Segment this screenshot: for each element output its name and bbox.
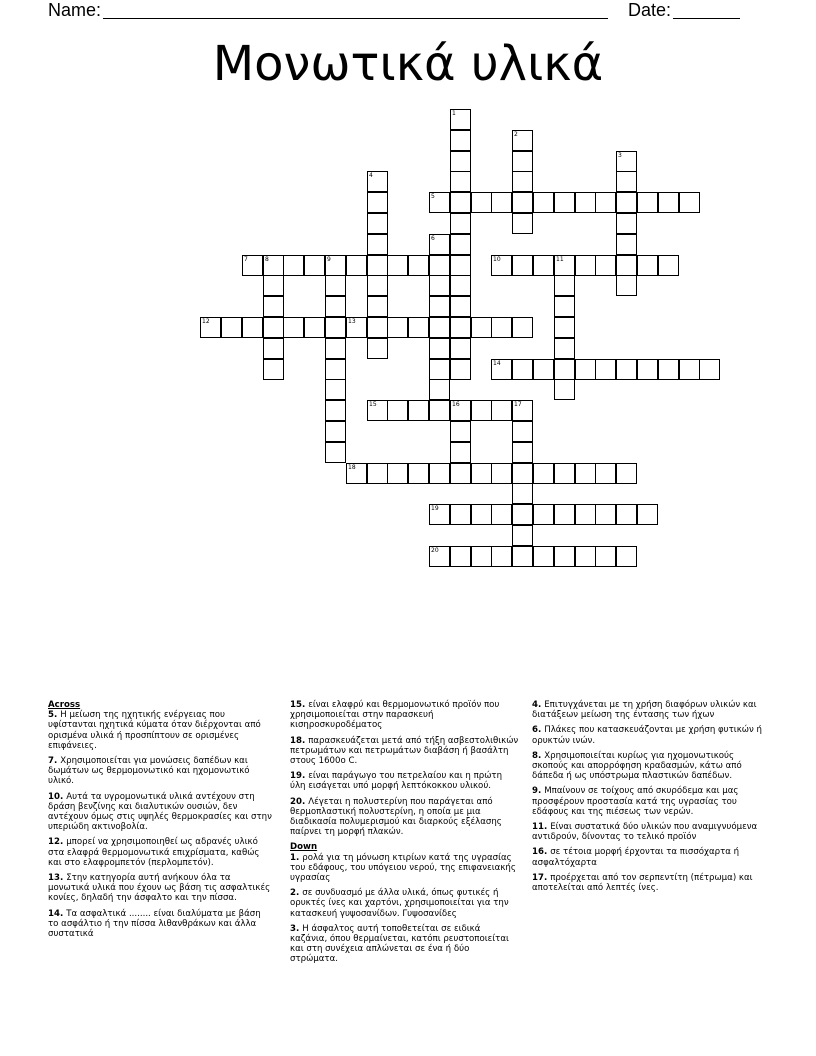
crossword-cell[interactable] [491, 546, 512, 567]
crossword-cell[interactable] [533, 255, 554, 276]
clue-number: 15 [369, 401, 377, 408]
crossword-cell[interactable] [637, 255, 658, 276]
crossword-cell[interactable] [471, 317, 492, 338]
clue-number: 19 [431, 505, 439, 512]
clue-item [290, 888, 520, 919]
crossword-cell[interactable] [325, 275, 346, 296]
crossword-cell[interactable] [325, 379, 346, 400]
crossword-cell[interactable] [408, 463, 429, 484]
crossword-cell[interactable] [429, 317, 450, 338]
crossword-cell[interactable] [325, 442, 346, 463]
clue-number: 4 [369, 172, 373, 179]
crossword-cell[interactable] [679, 192, 700, 213]
crossword-cell[interactable] [367, 171, 388, 192]
crossword-cell[interactable] [304, 255, 325, 276]
crossword-cell[interactable] [554, 338, 575, 359]
clues-column-1 [48, 700, 273, 944]
crossword-cell[interactable] [429, 400, 450, 421]
clue-item-text: μπορεί να χρησιμοποιηθεί ως αδρανές υλικό στα ελαφρά θερμομονωτικά επιχρίσματα, καθώς και στο ελαφρομπετόν (περλομπετόν). [48, 837, 260, 868]
clue-item [290, 853, 520, 884]
crossword-cell[interactable] [679, 359, 700, 380]
crossword-cell[interactable] [637, 359, 658, 380]
crossword-cell[interactable] [263, 255, 284, 276]
crossword-cell[interactable] [595, 504, 616, 525]
crossword-cell[interactable] [575, 546, 596, 567]
crossword-cell[interactable] [512, 130, 533, 151]
crossword-cell[interactable] [367, 463, 388, 484]
crossword-cell[interactable] [512, 255, 533, 276]
crossword-cell[interactable] [616, 463, 637, 484]
crossword-cell[interactable] [512, 171, 533, 192]
clue-item-text: Χρησιμοποιείται για μονώσεις δαπέδων και δωμάτων ως θερμομονωτικό και ηχομονωτικό υλικό. [48, 756, 250, 787]
crossword-cell[interactable] [387, 400, 408, 421]
clue-item [290, 736, 520, 767]
crossword-cell[interactable] [471, 192, 492, 213]
crossword-cell[interactable] [575, 359, 596, 380]
crossword-cell[interactable] [367, 338, 388, 359]
crossword-cell[interactable] [450, 171, 471, 192]
clue-item-number: 19. [290, 771, 309, 782]
crossword-cell[interactable] [450, 275, 471, 296]
crossword-cell[interactable] [533, 192, 554, 213]
crossword-cell[interactable] [450, 359, 471, 380]
crossword-cell[interactable] [429, 359, 450, 380]
clue-item [48, 909, 273, 940]
crossword-cell[interactable] [554, 275, 575, 296]
crossword-cell[interactable] [429, 463, 450, 484]
crossword-cell[interactable] [512, 525, 533, 546]
crossword-cell[interactable] [616, 234, 637, 255]
crossword-cell[interactable] [367, 255, 388, 276]
clue-item [532, 700, 768, 720]
crossword-cell[interactable] [658, 255, 679, 276]
crossword-cell[interactable] [200, 317, 221, 338]
crossword-cell[interactable] [387, 255, 408, 276]
crossword-cell[interactable] [595, 359, 616, 380]
crossword-cell[interactable] [408, 255, 429, 276]
across-clue-list [48, 710, 273, 939]
clue-number: 16 [452, 401, 460, 408]
crossword-cell[interactable] [533, 504, 554, 525]
clue-item-number: 12. [48, 837, 67, 848]
clue-item-text: σε συνδυασμό με άλλα υλικά, όπως φυτικές ή ορυκτές ίνες και χαρτόνι, χρησιμοποιείται για την κατασκευή γυψοσανίδων. Γυψοσανίδες [290, 888, 509, 919]
crossword-cell[interactable] [512, 504, 533, 525]
crossword-cell[interactable] [471, 400, 492, 421]
clue-item-text: παρασκευάζεται μετά από τήξη ασβεστολιθικών πετρωμάτων και πετρωμάτων διαβάση ή βασάλτη στους 1600ο C. [290, 735, 519, 767]
crossword-cell[interactable] [367, 275, 388, 296]
clue-item-text: Είναι συστατικά δύο υλικών που αναμιγνυόμενα αντιδρούν, δίνοντας το τελικό προϊόν [532, 822, 758, 843]
clue-item-number: 7. [48, 756, 61, 767]
clue-item-text: Η άσφαλτος αυτή τοποθετείται σε ειδικά καζάνια, όπου θερμαίνεται, κατόπι ρευστοποιείται και στη συνέχεια απλώνεται σε ένα ή δύο στρώματα. [290, 923, 509, 965]
crossword-cell[interactable] [554, 379, 575, 400]
crossword-cell[interactable] [325, 400, 346, 421]
crossword-cell[interactable] [450, 317, 471, 338]
clue-item-number: 5. [48, 710, 61, 721]
crossword-cell[interactable] [512, 483, 533, 504]
crossword-cell[interactable] [554, 359, 575, 380]
crossword-cell[interactable] [491, 400, 512, 421]
clue-number: 8 [265, 256, 269, 263]
crossword-cell[interactable] [429, 296, 450, 317]
crossword-cell[interactable] [512, 546, 533, 567]
clue-item-number: 10. [48, 791, 67, 802]
clue-item-text: Χρησιμοποιείται κυρίως για ηχομονωτικούς σκοπούς και απορρόφηση κραδασμών, κάτω από δάπεδα ή ως υπόστρωμα πλαστικών δαπέδων. [532, 750, 742, 782]
crossword-cell[interactable] [533, 463, 554, 484]
crossword-cell[interactable] [471, 546, 492, 567]
crossword-cell[interactable] [595, 463, 616, 484]
crossword-cell[interactable] [554, 463, 575, 484]
clue-item-number: 1. [290, 852, 303, 863]
crossword-cell[interactable] [575, 504, 596, 525]
crossword-cell[interactable] [699, 359, 720, 380]
crossword-cell[interactable] [367, 317, 388, 338]
crossword-cell[interactable] [533, 546, 554, 567]
crossword-cell[interactable] [263, 338, 284, 359]
clue-number: 13 [348, 318, 356, 325]
crossword-cell[interactable] [450, 192, 471, 213]
clue-item-number: 14. [48, 908, 67, 919]
crossword-cell[interactable] [367, 296, 388, 317]
crossword-cell[interactable] [283, 317, 304, 338]
crossword-cell[interactable] [512, 213, 533, 234]
crossword-cell[interactable] [450, 130, 471, 151]
crossword-cell[interactable] [450, 463, 471, 484]
clue-item [290, 771, 520, 791]
clue-item-text: Η μείωση της ηχητικής ενέργειας που υφίστανται ηχητικά κύματα όταν διέρχονται από ορισμένα υλικά ή προσπίπτουν σε ορισμένες επιφάνειες. [48, 710, 261, 751]
clue-item-text: Αυτά τα υγρομονωτικά υλικά αντέχουν στη δράση βενζίνης και διαλυτικών ουσιών, δεν αντέχουν όμως στις υψηλές θερμοκρασίες και στην υπεριώδη ακτινοβολία. [48, 791, 272, 833]
crossword-cell[interactable] [283, 255, 304, 276]
clue-item-text: προέρχεται από τον σερπεντίτη (πέτρωμα) και αποτελείται από λεπτές ίνες. [532, 872, 753, 894]
clue-item-number: 8. [532, 750, 545, 761]
clue-number: 9 [327, 256, 331, 263]
crossword-cell[interactable] [471, 463, 492, 484]
crossword-cell[interactable] [616, 275, 637, 296]
clue-item [48, 792, 273, 833]
crossword-cell[interactable] [637, 192, 658, 213]
clue-number: 2 [514, 131, 518, 138]
crossword-cell[interactable] [450, 421, 471, 442]
down-clue-list-continued [532, 700, 768, 893]
clue-item [532, 873, 768, 893]
crossword-cell[interactable] [346, 463, 367, 484]
crossword-cell[interactable] [429, 338, 450, 359]
page-title: Μονωτικά υλικά [212, 36, 604, 92]
crossword-cell[interactable] [387, 463, 408, 484]
crossword-cell[interactable] [512, 400, 533, 421]
crossword-cell[interactable] [429, 504, 450, 525]
clues-column-3 [532, 700, 768, 898]
crossword-cell[interactable] [429, 192, 450, 213]
clue-number: 5 [431, 193, 435, 200]
crossword-cell[interactable] [450, 234, 471, 255]
clue-number: 14 [493, 360, 501, 367]
crossword-cell[interactable] [658, 192, 679, 213]
crossword-cell[interactable] [263, 359, 284, 380]
clue-item [48, 873, 273, 904]
crossword-cell[interactable] [346, 255, 367, 276]
clue-item-number: 2. [290, 888, 303, 899]
crossword-cell[interactable] [616, 192, 637, 213]
crossword-cell[interactable] [367, 400, 388, 421]
crossword-cell[interactable] [554, 317, 575, 338]
clue-item-text: Επιτυγχάνεται με τη χρήση διαφόρων υλικών και διατάξεων μείωση της έντασης των ήχων [532, 700, 757, 721]
crossword-cell[interactable] [263, 275, 284, 296]
clues-column-2 [290, 700, 520, 970]
crossword-cell[interactable] [491, 192, 512, 213]
crossword-cell[interactable] [616, 255, 637, 276]
crossword-cell[interactable] [450, 400, 471, 421]
crossword-cell[interactable] [367, 192, 388, 213]
clue-number: 12 [202, 318, 210, 325]
crossword-cell[interactable] [367, 234, 388, 255]
crossword-cell[interactable] [512, 317, 533, 338]
clue-item-number: 9. [532, 786, 545, 797]
clue-item-number: 11. [532, 822, 551, 833]
clue-number: 3 [618, 152, 622, 159]
crossword-cell[interactable] [491, 359, 512, 380]
crossword-cell[interactable] [367, 213, 388, 234]
clue-item-text: είναι ελαφρύ και θερμομονωτικό προϊόν που χρησιμοποιείται στην παρασκευή κισηροσκυροδέματος [290, 700, 500, 731]
crossword-cell[interactable] [450, 255, 471, 276]
crossword-cell[interactable] [616, 151, 637, 172]
clue-item-text: Τα ασφαλτικά ........ είναι διαλύματα με βάση το ασφάλτιο ή την πίσσα λιθανθράκων και άλλα συστατικά [48, 908, 261, 940]
crossword-cell[interactable] [471, 504, 492, 525]
clue-item [532, 786, 768, 817]
clue-number: 10 [493, 256, 501, 263]
crossword-cell[interactable] [595, 255, 616, 276]
crossword-cell[interactable] [242, 255, 263, 276]
clue-item-number: 4. [532, 700, 545, 710]
crossword-cell[interactable] [325, 296, 346, 317]
clue-item-number: 13. [48, 873, 67, 884]
clue-item [48, 837, 273, 868]
crossword-cell[interactable] [554, 296, 575, 317]
crossword-cell[interactable] [595, 546, 616, 567]
crossword-cell[interactable] [346, 317, 367, 338]
crossword-cell[interactable] [242, 317, 263, 338]
clue-item [290, 797, 520, 838]
crossword-cell[interactable] [616, 504, 637, 525]
clue-item [48, 756, 273, 787]
crossword-cell[interactable] [450, 504, 471, 525]
crossword-cell[interactable] [512, 192, 533, 213]
clue-item [532, 725, 768, 745]
crossword-cell[interactable] [304, 317, 325, 338]
crossword-cell[interactable] [658, 359, 679, 380]
crossword-cell[interactable] [512, 463, 533, 484]
clue-item [532, 847, 768, 867]
clue-number: 11 [556, 256, 564, 263]
clue-item-number: 20. [290, 796, 309, 807]
crossword-cell[interactable] [637, 504, 658, 525]
clue-item-text: Στην κατηγορία αυτή ανήκουν όλα τα μονωτικά υλικά που έχουν ως βάση τις ασφαλτικές κονίες, δηλαδή την άσφαλτο και την πίσσα. [48, 873, 271, 904]
clue-item-text: σε τέτοια μορφή έρχονται τα πισσόχαρτα ή ασφαλτόχαρτα [532, 847, 740, 868]
crossword-cell[interactable] [408, 317, 429, 338]
crossword-cell[interactable] [429, 379, 450, 400]
clue-item-text: είναι παράγωγο του πετρελαίου και η πρώτη ύλη εισάγεται υπό μορφή λεπτόκοκκου υλικού. [290, 771, 503, 792]
crossword-cell[interactable] [325, 359, 346, 380]
crossword-cell[interactable] [575, 463, 596, 484]
crossword-cell[interactable] [450, 109, 471, 130]
crossword-cell[interactable] [325, 255, 346, 276]
clue-item-number: 17. [532, 872, 551, 883]
crossword-cell[interactable] [491, 463, 512, 484]
clue-item-text: Μπαίνουν σε τοίχους από σκυρόδεμα και μας προσφέρουν προστασία κατά της υγρασίας του εδάφους και της πιέσεως των νερών. [532, 786, 739, 817]
crossword-cell[interactable] [450, 213, 471, 234]
clue-item [532, 751, 768, 782]
clue-item [290, 924, 520, 965]
crossword-cell[interactable] [491, 504, 512, 525]
crossword-cell[interactable] [429, 234, 450, 255]
clue-number: 18 [348, 464, 356, 471]
crossword-cell[interactable] [325, 317, 346, 338]
clue-item-text: Λέγεται η πολυστερίνη που παράγεται από θερμοπλαστική πολυστερίνη, η οποία με μια διαδικασία πολυμερισμού και διαρκούς εξέλασης παίρνει τη μορφή πλακών. [290, 796, 502, 838]
date-label: Date: [628, 0, 672, 20]
crossword-cell[interactable] [595, 192, 616, 213]
crossword-cell[interactable] [450, 151, 471, 172]
crossword-cell[interactable] [616, 213, 637, 234]
crossword-cell[interactable] [429, 546, 450, 567]
clue-item-text: Πλάκες που κατασκευάζονται με χρήση φυτικών ή ορυκτών ινών. [532, 725, 762, 746]
clue-item-number: 18. [290, 735, 309, 746]
crossword-cell[interactable] [554, 192, 575, 213]
across-clue-list-continued [290, 700, 520, 837]
crossword-cell[interactable] [512, 442, 533, 463]
crossword-cell[interactable] [554, 504, 575, 525]
clue-item-text: ρολά για τη μόνωση κτιρίων κατά της υγρασίας του εδάφους, του υπόγειου νερού, της επιφανειακής υγρασίας [290, 852, 516, 884]
crossword-cell[interactable] [491, 255, 512, 276]
clue-number: 1 [452, 110, 456, 117]
crossword-cell[interactable] [512, 359, 533, 380]
clue-number: 7 [244, 256, 248, 263]
crossword-cell[interactable] [429, 255, 450, 276]
clue-item-number: 3. [290, 923, 303, 934]
crossword-cell[interactable] [450, 296, 471, 317]
crossword-cell[interactable] [325, 338, 346, 359]
crossword-cell[interactable] [408, 400, 429, 421]
clue-number: 17 [514, 401, 522, 408]
crossword-cell[interactable] [263, 317, 284, 338]
crossword-cell[interactable] [575, 255, 596, 276]
clue-number: 20 [431, 547, 439, 554]
name-label: Name: [48, 0, 102, 20]
crossword-cell[interactable] [221, 317, 242, 338]
crossword-cell[interactable] [491, 317, 512, 338]
down-clue-list [290, 853, 520, 965]
crossword-cell[interactable] [429, 275, 450, 296]
crossword-cell[interactable] [325, 421, 346, 442]
crossword-cell[interactable] [450, 338, 471, 359]
crossword-cell[interactable] [450, 442, 471, 463]
clue-item [532, 822, 768, 842]
clue-number: 6 [431, 235, 435, 242]
crossword-cell[interactable] [575, 192, 596, 213]
crossword-cell[interactable] [512, 421, 533, 442]
crossword-cell[interactable] [387, 317, 408, 338]
crossword-cell[interactable] [616, 359, 637, 380]
clue-item [48, 710, 273, 751]
crossword-cell[interactable] [533, 359, 554, 380]
crossword-cell[interactable] [554, 255, 575, 276]
clue-item-number: 6. [532, 725, 545, 736]
crossword-cell[interactable] [616, 171, 637, 192]
down-heading: Down [290, 842, 318, 853]
clue-item [290, 700, 520, 731]
clue-item-number: 15. [290, 700, 309, 710]
crossword-cell[interactable] [616, 546, 637, 567]
crossword-cell[interactable] [450, 546, 471, 567]
crossword-cell[interactable] [263, 296, 284, 317]
crossword-cell[interactable] [554, 546, 575, 567]
across-heading: Across [48, 700, 81, 710]
crossword-cell[interactable] [512, 151, 533, 172]
clue-item-number: 16. [532, 847, 551, 858]
